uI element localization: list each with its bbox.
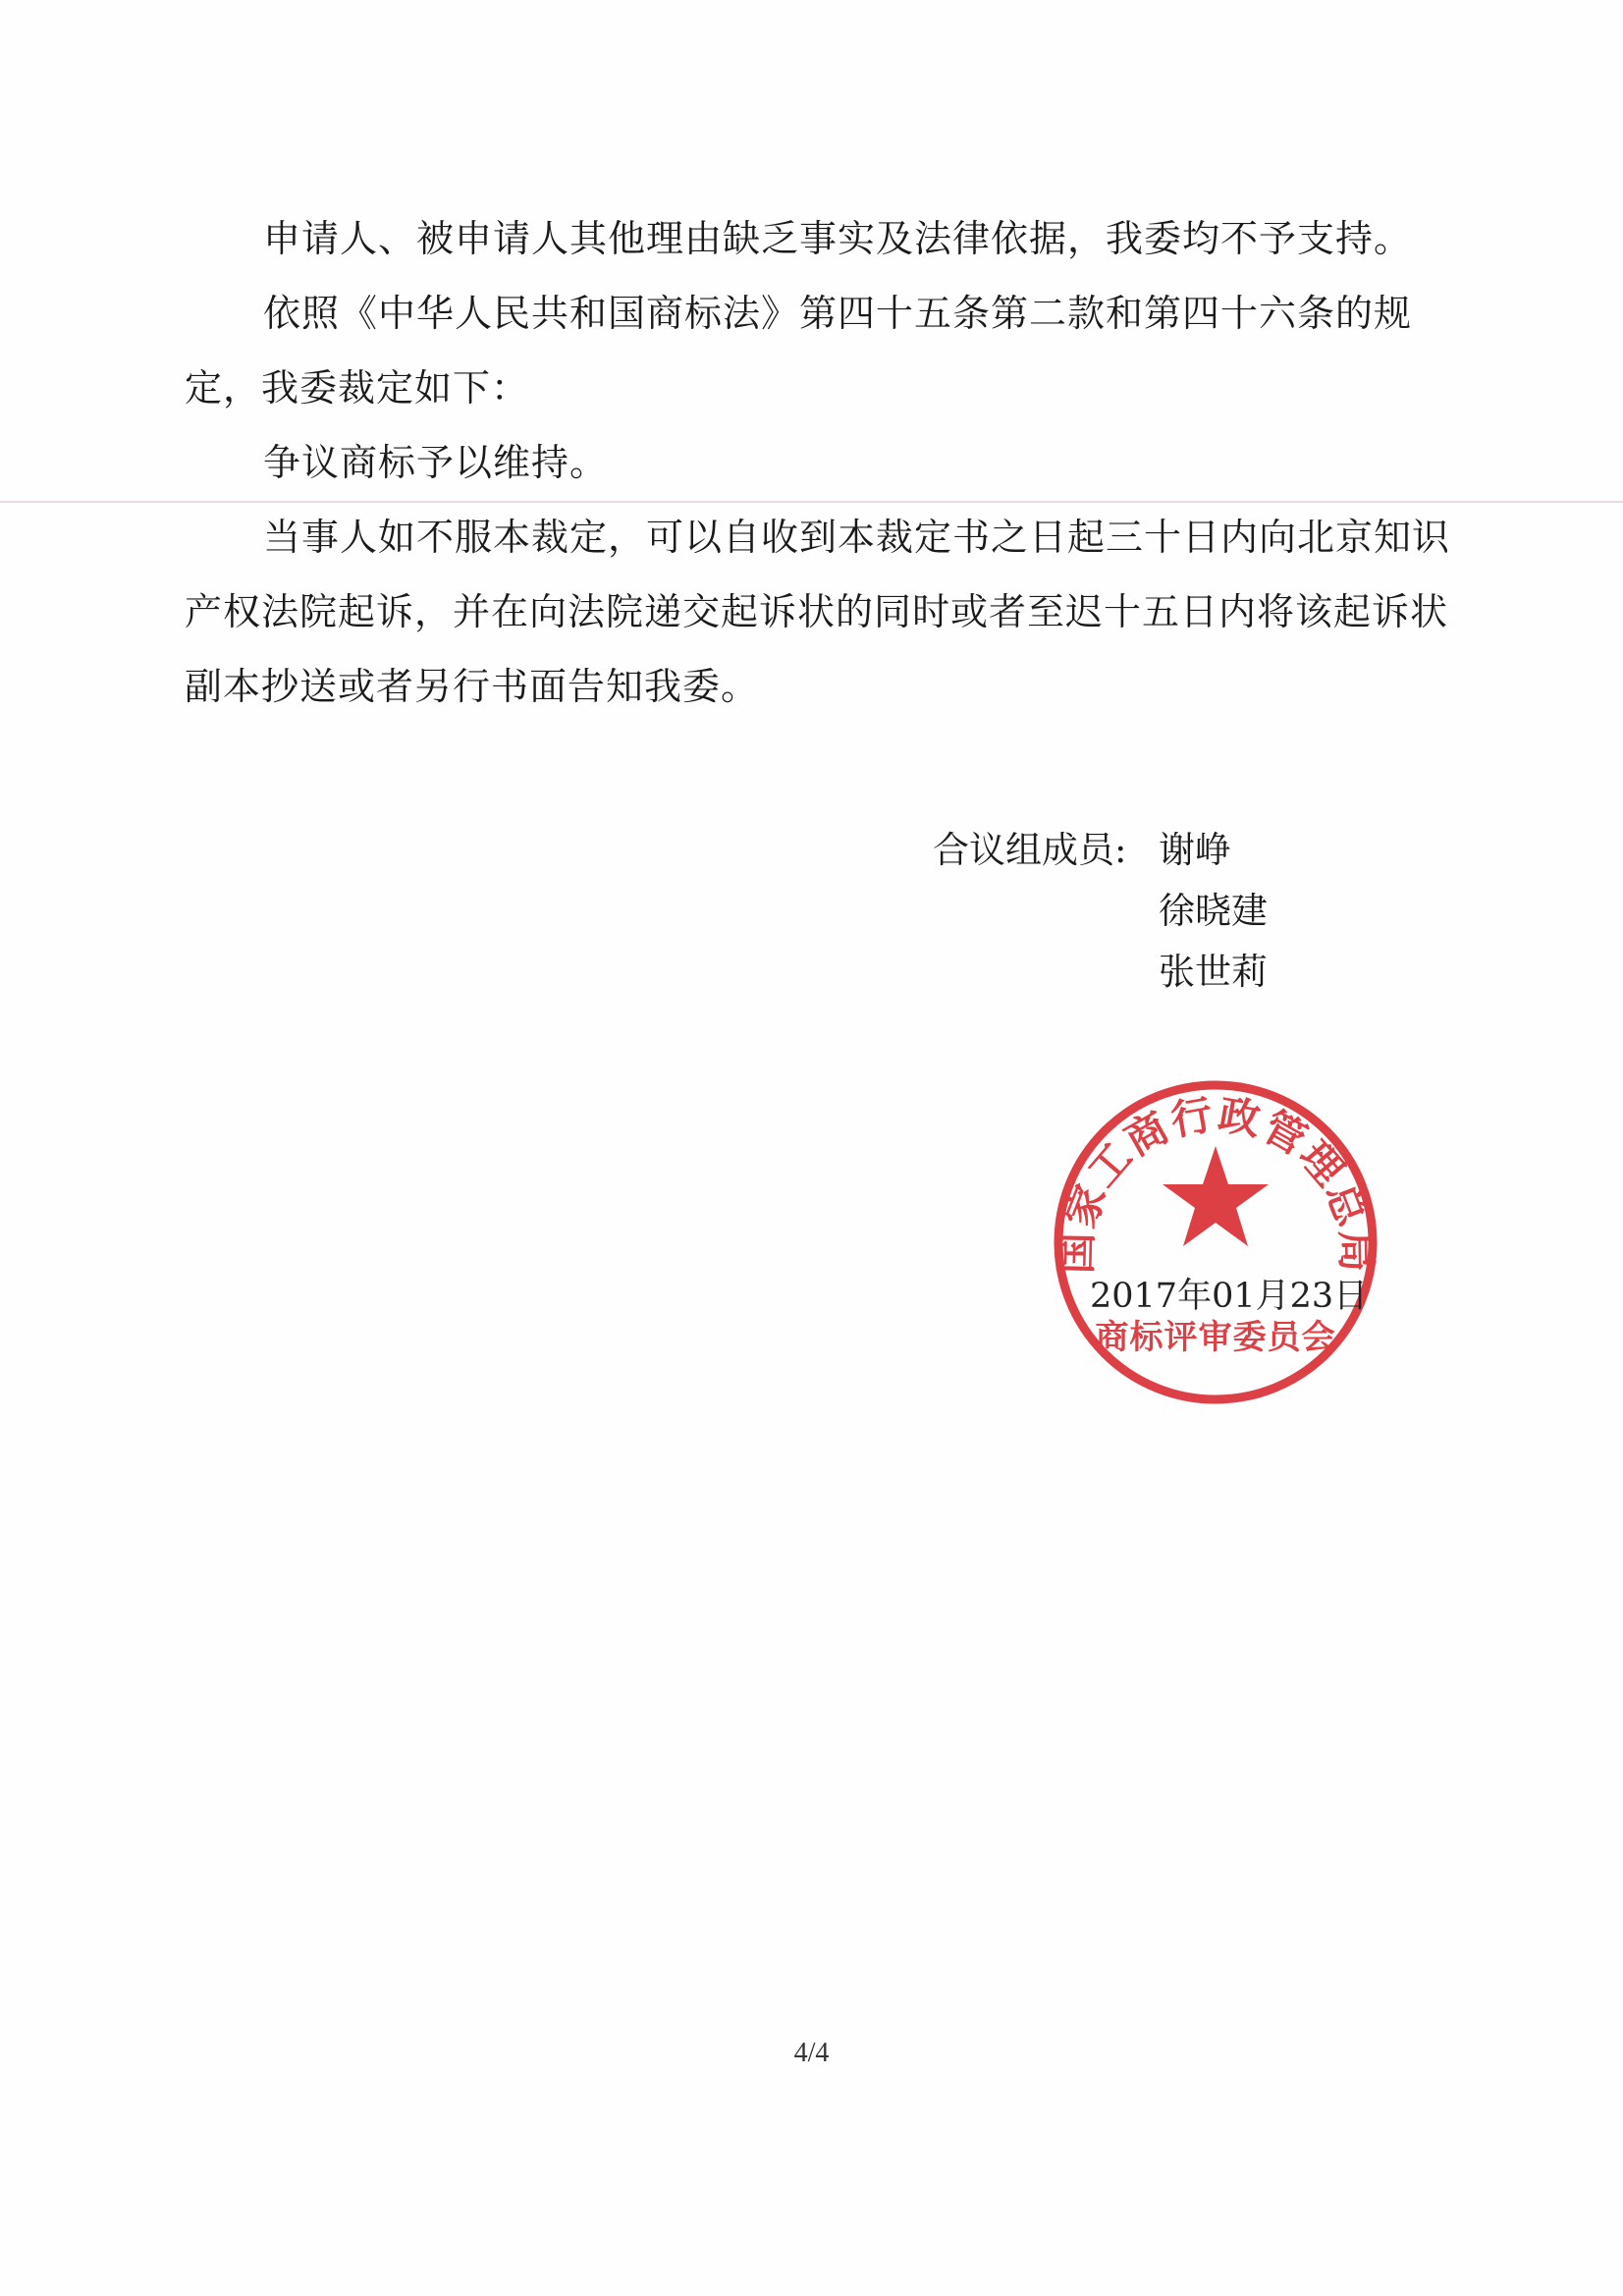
- star-icon: [1163, 1146, 1269, 1246]
- panel-row: [933, 942, 1268, 1003]
- document-body: [185, 201, 1451, 724]
- page-number: 4/4: [793, 2038, 830, 2068]
- scan-artifact-line: [0, 501, 1623, 503]
- panel-label: 合议组成员:: [933, 829, 1127, 871]
- paragraph-ruling: 争议商标予以维持。: [263, 441, 609, 484]
- paragraph-other-reasons: 申请人、被申请人其他理由缺乏事实及法律依据，我委均不予支持。: [263, 217, 1413, 260]
- panel-member-name: 谢峥: [1159, 829, 1231, 871]
- seal-inner-text: 商标评审委员会: [1095, 1318, 1336, 1357]
- panel-member-name: 张世莉: [1159, 951, 1268, 993]
- panel-row: [933, 881, 1268, 942]
- official-seal: [1049, 1075, 1382, 1409]
- seal-outer-text: 国家工商行政管理总局: [1052, 1089, 1381, 1275]
- panel-row: [933, 820, 1268, 881]
- document-date: 2017年01月23日: [1090, 1277, 1369, 1316]
- panel-members: [933, 820, 1268, 1003]
- paragraph-appeal-notice: 当事人如不服本裁定，可以自收到本裁定书之日起三十日内向北京知识产权法院起诉，并在向法院递交起诉状的同时或者至迟十五日内将该起诉状副本抄送或者另行书面告知我委。: [185, 516, 1451, 708]
- paragraph-legal-basis: 依照《中华人民共和国商标法》第四十五条第二款和第四十六条的规定，我委裁定如下：: [185, 292, 1413, 410]
- panel-member-name: 徐晓建: [1159, 890, 1268, 932]
